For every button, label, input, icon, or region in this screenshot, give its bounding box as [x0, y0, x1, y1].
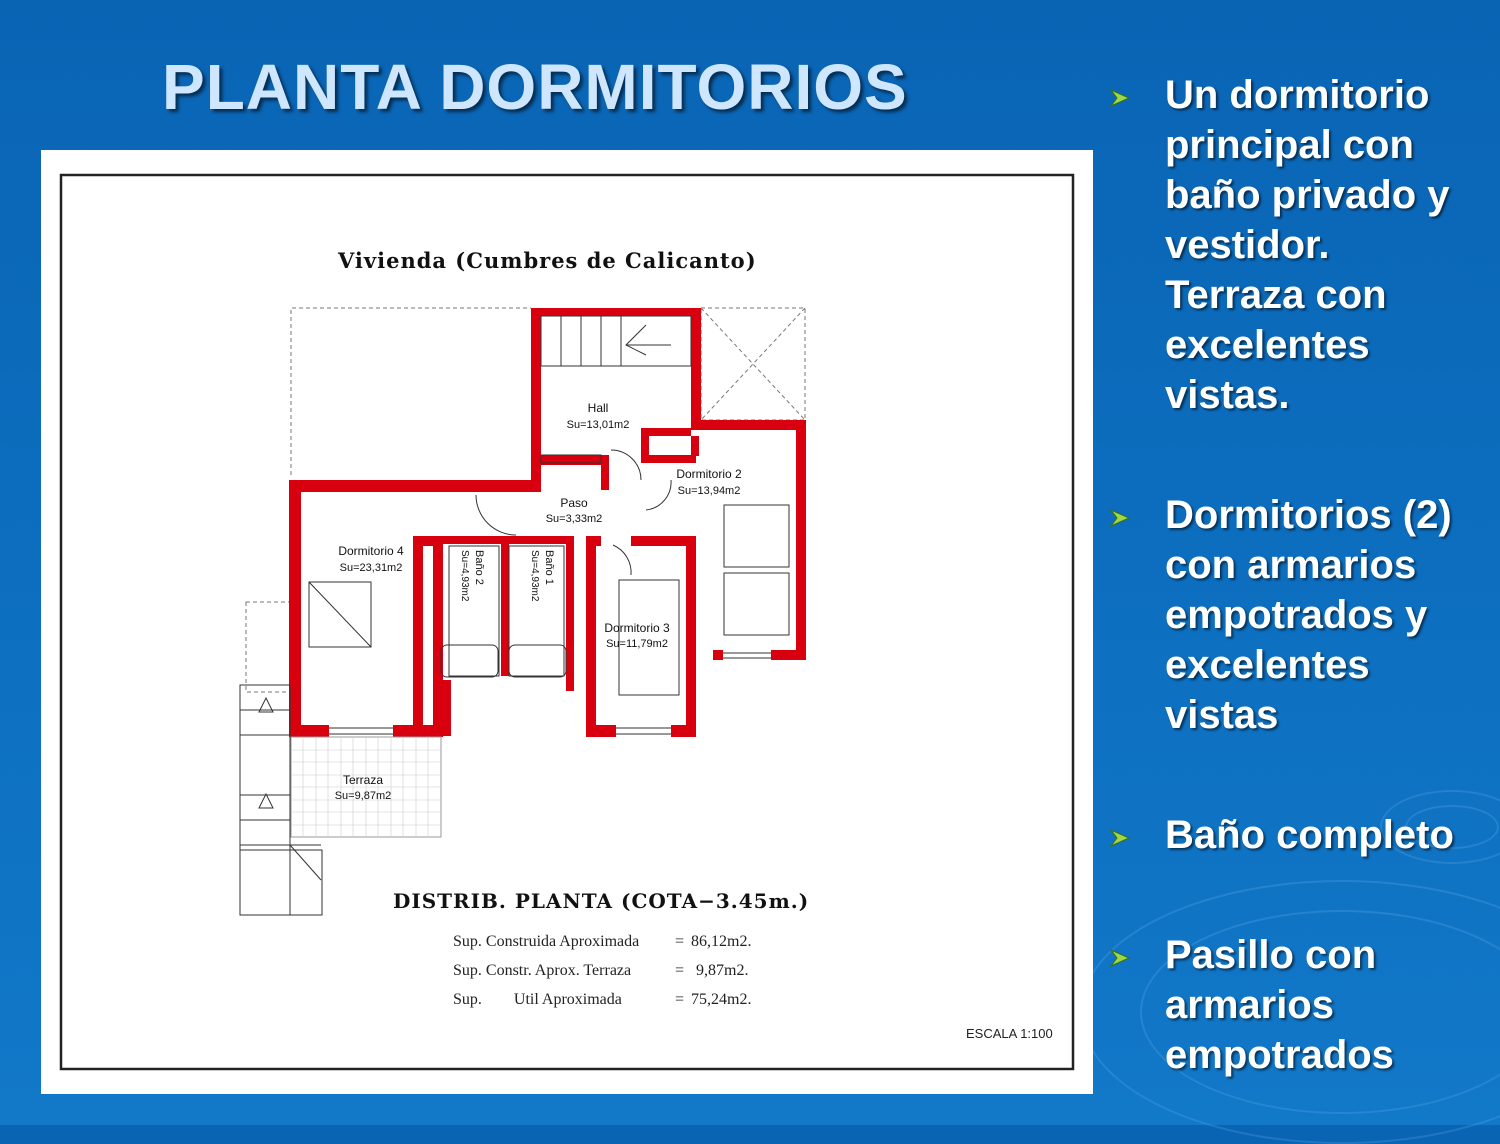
plan-header: Vivienda (Cumbres de Calicanto): [338, 248, 757, 273]
room-name: Dormitorio 3: [604, 621, 670, 635]
room-area: Su=23,31m2: [339, 562, 403, 574]
room-area: Su=4,93m2: [459, 550, 470, 602]
surface-value: 75,24m2.: [691, 991, 752, 1008]
room-name: Hall: [587, 401, 609, 415]
bullet-item: [1108, 810, 1454, 860]
room-name: Paso: [560, 496, 588, 510]
bullet-text: Pasillo con armarios empotrados: [1165, 933, 1394, 1077]
bullet-item: [1108, 70, 1450, 420]
surface-value: 9,87m2.: [696, 962, 749, 979]
room-area: Su=9,87m2: [334, 790, 392, 802]
surface-equals: =: [675, 991, 685, 1008]
arrow-bullet-icon: [1108, 828, 1132, 848]
bullet-text: Baño completo: [1165, 813, 1454, 857]
bullet-item: [1108, 490, 1452, 740]
arrow-bullet-icon: [1108, 948, 1132, 968]
surface-label: Sup. Construida Aproximada: [453, 933, 640, 950]
room-area: Su=3,33m2: [545, 513, 603, 525]
arrow-bullet-icon: [1108, 88, 1132, 108]
room-area: Su=4,93m2: [529, 550, 540, 602]
room-name: Terraza: [342, 773, 384, 787]
surface-equals: =: [675, 933, 685, 950]
room-name: Dormitorio 4: [338, 544, 404, 558]
surface-table: [453, 933, 751, 1008]
room-area: Su=11,79m2: [606, 638, 668, 650]
room-name: Baño 2: [473, 550, 485, 585]
room-area: Su=13,01m2: [566, 419, 630, 431]
floor-plan-drawing: [41, 150, 1093, 1094]
floor-plan-image: [41, 150, 1093, 1094]
scale-label: ESCALA 1:100: [966, 1026, 1053, 1041]
slide-title: PLANTA DORMITORIOS: [162, 51, 908, 123]
bullet-text: Un dormitorio principal con baño privado y vestidor. Terraza con excelentes vistas.: [1165, 73, 1450, 417]
room-name: Dormitorio 2: [676, 467, 742, 481]
surface-equals: =: [675, 962, 685, 979]
terrace-grid: [291, 737, 441, 837]
surface-label: Sup. Constr. Aprox. Terraza: [453, 962, 632, 979]
surface-value: 86,12m2.: [691, 933, 752, 950]
room-area: Su=13,94m2: [677, 485, 741, 497]
bullet-text: Dormitorios (2) con armarios empotrados y excelentes vistas: [1165, 493, 1452, 737]
arrow-bullet-icon: [1108, 508, 1132, 528]
dashed-outlines: [246, 308, 805, 692]
bullet-item: [1108, 930, 1394, 1080]
room-name: Baño 1: [543, 550, 555, 585]
distrib-title: DISTRIB. PLANTA (COTA−3.45m.): [393, 889, 810, 913]
surface-label: Sup. Util Aproximada: [453, 991, 622, 1008]
